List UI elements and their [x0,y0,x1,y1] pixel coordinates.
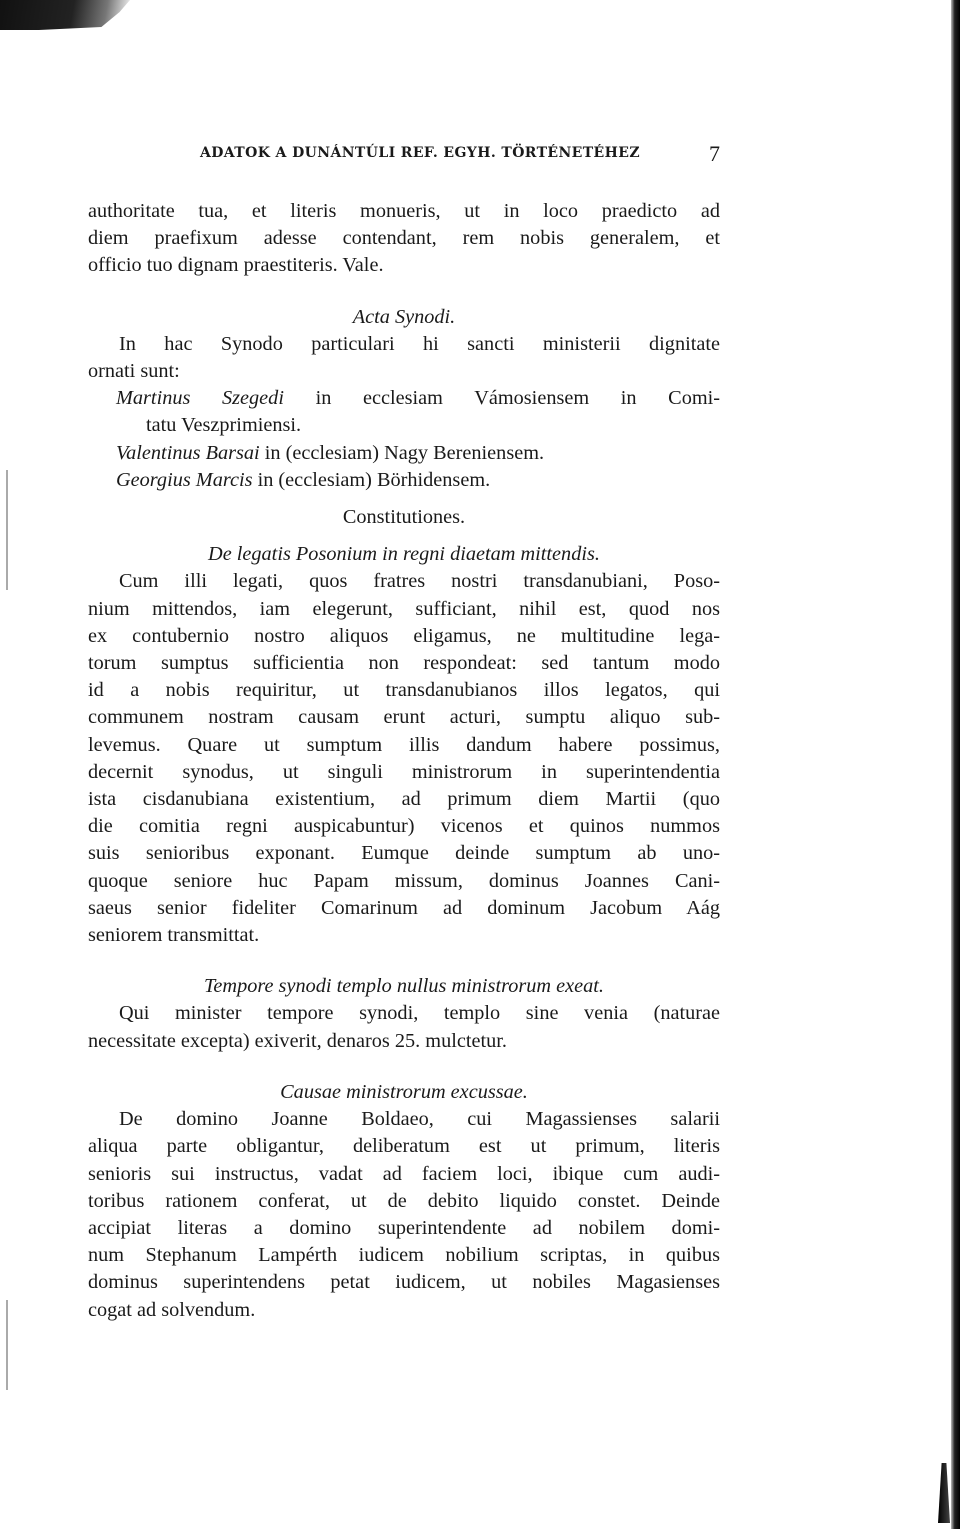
ordination-entry: Martinus Szegedi in ecclesiam Vámosiensem in Comi- [116,387,720,410]
scan-mark [938,1463,950,1523]
text-line: necessitate excepta) exiverit, denaros 25. mulctetur. [88,1029,507,1052]
page-number: 7 [709,141,720,166]
text-line: num Stephanum Lampérth iudicem nobilium scriptas, in quibus [88,1244,720,1267]
text-line: ex contubernio nostro aliquos eligamus, ne multitudine lega- [88,624,720,647]
constitutiones-heading: Constitutiones. [342,506,466,529]
text-line: ista cisdanubiana existentium, ad primum diem Martii (quo [88,788,720,811]
ordination-block [88,331,720,494]
ordination-entry: Georgius Marcis in (ecclesiam) Börhidensem. [116,468,491,491]
running-title: ADATOK A DUNÁNTÚLI REF. EGYH. TÖRTÉNETÉHEZ [200,145,640,161]
text-line: ornati sunt: [88,360,180,383]
section-paragraph [88,568,720,949]
section-heading: De legatis Posonium in regni diaetam mittendis. [208,543,600,566]
ordination-entry: Valentinus Barsai in (ecclesiam) Nagy Bereniensem. [116,441,545,464]
acta-heading: Acta Synodi. [352,305,456,328]
page-body [88,198,720,1324]
text-line: aliqua parte obligantur, deliberatum est ut primum, literis [88,1135,720,1158]
text-line: diem praefixum adesse contendant, rem nobis generalem, et [88,227,720,250]
minister-name: Valentinus Barsai [116,441,260,464]
running-header [200,141,720,169]
minister-name: Martinus Szegedi [116,387,284,410]
text-line: suis senioribus exponant. Eumque deinde sumptum ab uno- [88,842,720,865]
text-line: decernit synodus, ut singuli ministrorum in superintendentia [88,760,720,783]
intro-paragraph [88,198,720,280]
text-line: senioris sui instructus, vadat ad faciem loci, ibique cum audi- [88,1162,720,1185]
margin-line [6,470,8,590]
text-line: communem nostram causam erunt acturi, sumptu aliquo sub- [88,706,720,729]
text-line: id a nobis requiritur, ut transdanubianos illos legatos, qui [88,679,720,702]
text-line: In hac Synodo particulari hi sancti ministerii dignitate [119,332,720,355]
section-heading: Causae ministrorum excussae. [280,1080,528,1103]
text-line: saeus senior fideliter Comarinum ad dominum Jacobum Aág [88,896,720,919]
text-line: nium mittendos, iam elegerunt, sufficiant, nihil est, quod nos [88,597,720,620]
page-edge [951,0,960,1529]
scan-smudge [0,0,130,30]
text-line: dominus superintendens petat iudicem, ut nobiles Magasienses [88,1271,720,1294]
text-line: Cum illi legati, quos fratres nostri transdanubiani, Poso- [119,570,720,593]
minister-name: Georgius Marcis [116,468,253,491]
text-line: Qui minister tempore synodi, templo sine venia (naturae [119,1002,720,1025]
text-line: accipiat literas a domino superintendente ad nobilem domi- [88,1216,720,1239]
section-paragraph [88,1000,720,1054]
text-line: cogat ad solvendum. [88,1298,256,1321]
text-line: die comitia regni auspicabuntur) vicenos et quinos nummos [88,815,720,838]
section-heading: Tempore synodi templo nullus ministrorum exeat. [204,975,604,998]
ordination-entry: tatu Veszprimiensi. [146,414,302,437]
text-line: seniorem transmittat. [88,924,260,947]
text-line: toribus rationem conferat, ut de debito liquido constet. Deinde [88,1189,720,1212]
text-line: officio tuo dignam praestiteris. Vale. [88,254,384,277]
section-paragraph [88,1106,720,1324]
text-line: levemus. Quare ut sumptum illis dandum habere possimus, [88,733,720,756]
text-line: authoritate tua, et literis monueris, ut in loco praedicto ad [88,200,720,222]
margin-line [6,1300,8,1390]
text-line: torum sumptus sufficientia non respondeat: sed tantum modo [88,652,720,675]
text-line: De domino Joanne Boldaeo, cui Magassienses salarii [119,1108,720,1131]
text-line: quoque seniore huc Papam missum, dominus Joannes Cani- [88,869,720,892]
